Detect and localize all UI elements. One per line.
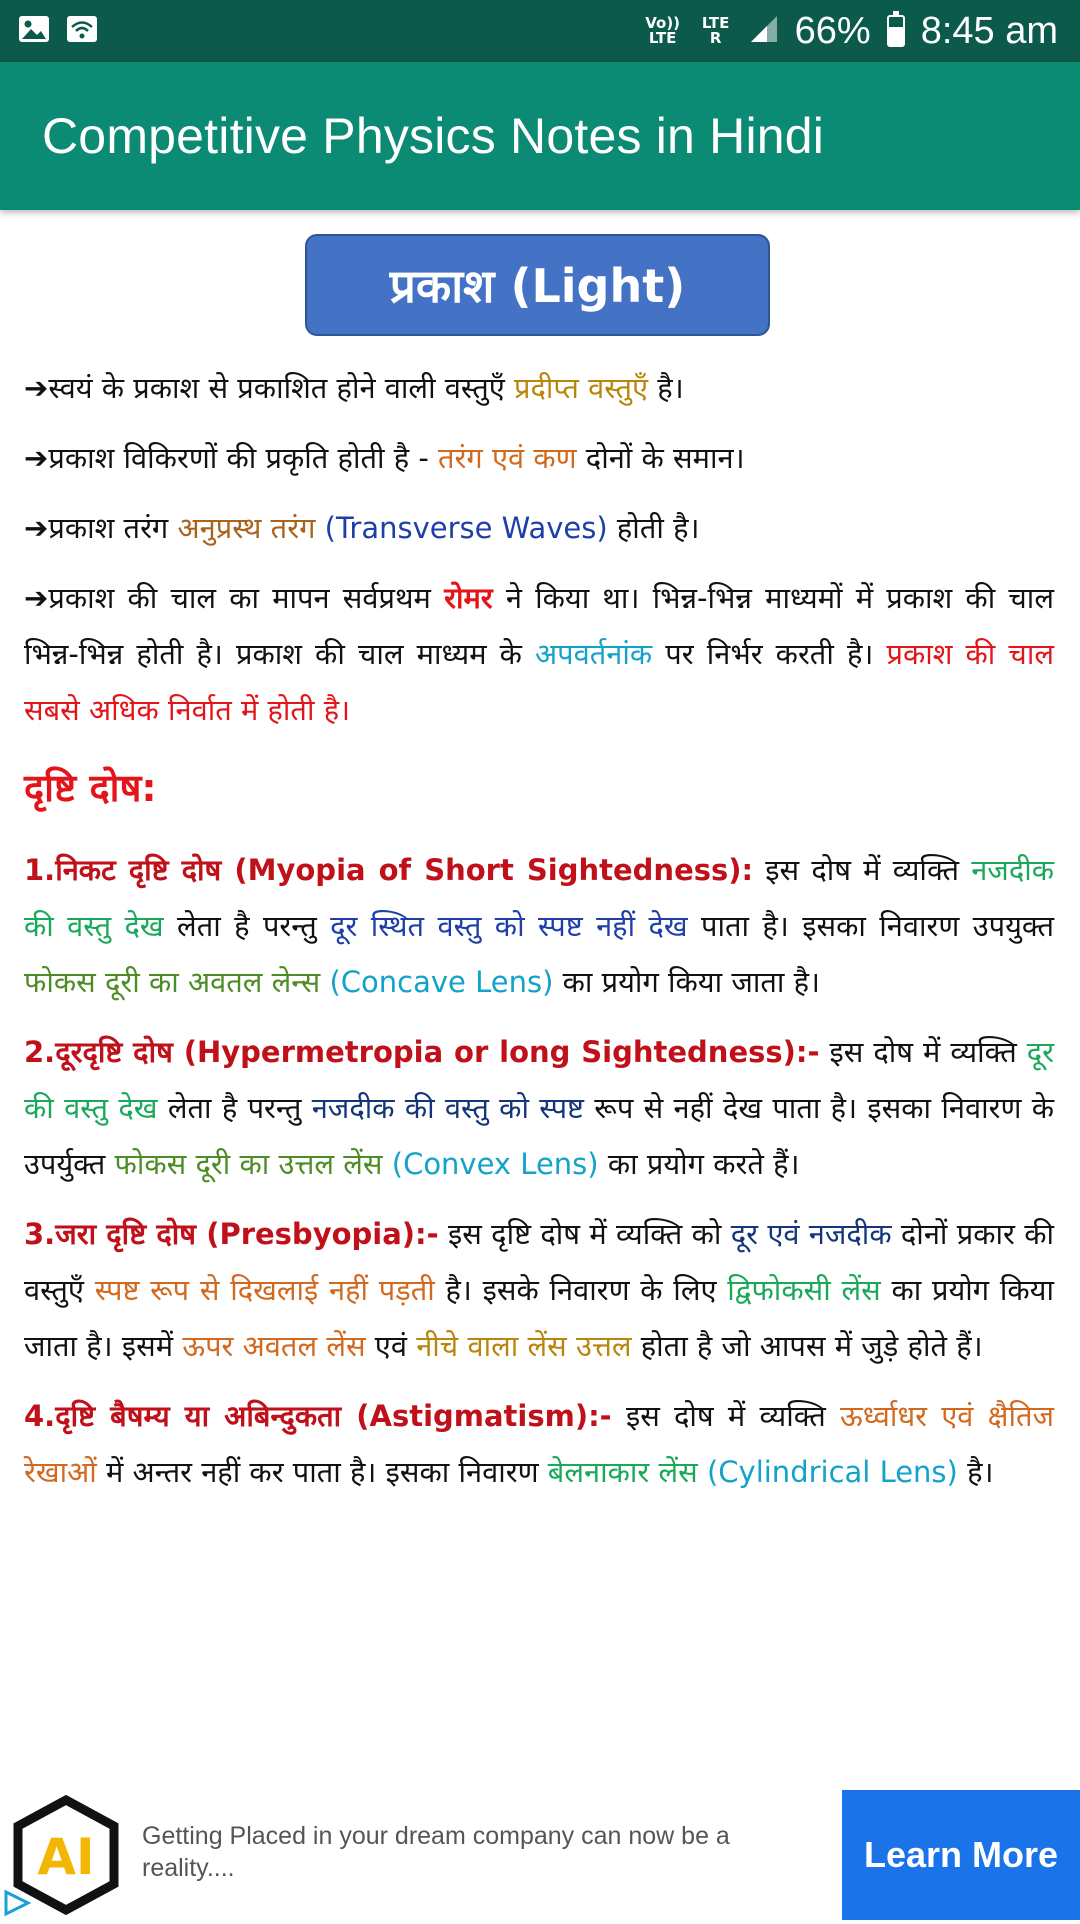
point-2 xyxy=(24,430,1054,486)
arrow-icon: ➔ xyxy=(24,511,49,545)
defect-title: 4.दृष्टि बैषम्य या अबिन्दुकता (Astigmatism):- xyxy=(24,1399,612,1433)
learn-more-button[interactable]: Learn More xyxy=(842,1790,1080,1920)
section-heading: दृष्टि दोष: xyxy=(24,766,157,810)
highlight-span: दूर एवं नजदीक xyxy=(730,1217,892,1251)
arrow-icon: ➔ xyxy=(24,371,49,405)
ad-banner[interactable] xyxy=(0,1790,1080,1920)
point-1 xyxy=(24,360,1054,416)
defect-1 xyxy=(24,842,1054,1010)
status-right xyxy=(643,10,1058,53)
text-span: एवं xyxy=(365,1329,417,1363)
text-span: इस दोष में व्यक्ति xyxy=(753,853,972,887)
text-span: में अन्तर नहीं कर पाता है। इसका निवारण xyxy=(96,1455,548,1489)
ad-text[interactable]: Getting Placed in your dream company can now be a reality.... xyxy=(142,1822,730,1882)
highlight-span: द्विफोकसी लेंस xyxy=(727,1273,881,1307)
ad-choices-icon[interactable] xyxy=(0,1886,34,1920)
volte-label: Vo)) LTE xyxy=(645,14,681,47)
defect-3 xyxy=(24,1206,1054,1374)
highlight-span: दूर की वस्तु देख xyxy=(24,1035,1054,1125)
highlight-span: नजदीक की वस्तु को स्पष्ट xyxy=(311,1091,584,1125)
text-span: होता है जो आपस में जुड़े होते हैं। xyxy=(631,1329,983,1363)
highlight-span: बेलनाकार लेंस xyxy=(547,1455,698,1489)
highlight-span: प्रकाश की चाल सबसे अधिक निर्वात में होती है। xyxy=(24,637,1055,727)
status-bar xyxy=(0,0,1080,62)
text-span: है। इसके निवारण के लिए xyxy=(434,1273,728,1307)
point-3 xyxy=(24,500,1054,556)
point-4 xyxy=(24,570,1054,738)
highlight-span: प्रदीप्त वस्तुएँ xyxy=(514,371,649,405)
logo-text: AI xyxy=(37,1828,95,1886)
text-span: रूप से नहीं देख पाता है। इसका निवारण के उपर्युक्त xyxy=(24,1091,1055,1181)
highlight-span: (Transverse Waves) xyxy=(315,511,608,545)
text-span: है। xyxy=(957,1455,994,1489)
lte-label: LTE R xyxy=(701,14,730,47)
highlight-span: ऊपर अवतल लेंस xyxy=(182,1329,366,1363)
text-span: लेता है परन्तु xyxy=(157,1091,312,1125)
highlight-span: दूर स्थित वस्तु को स्पष्ट नहीं देख xyxy=(330,909,688,943)
highlight-span: अपवर्तनांक xyxy=(535,637,653,671)
battery-icon xyxy=(887,15,905,47)
clock: 8:45 am xyxy=(920,9,1058,52)
highlight-span: स्पष्ट रूप से दिखलाई नहीं पड़ती xyxy=(94,1273,435,1307)
defect-2 xyxy=(24,1024,1054,1192)
highlight-span: (Convex Lens) xyxy=(382,1147,599,1181)
arrow-icon: ➔ xyxy=(24,441,49,475)
highlight-span: (Cylindrical Lens) xyxy=(697,1455,958,1489)
highlight-span: (Concave Lens) xyxy=(320,965,554,999)
text-span: होती है। xyxy=(607,511,700,545)
highlight-span: रोमर xyxy=(444,581,493,615)
text-span: दोनों के समान। xyxy=(576,441,745,475)
status-left xyxy=(18,15,98,47)
text-span: ने किया था। भिन्न-भिन्न माध्यमों में प्रकाश की चाल भिन्न-भिन्न होती है। प्रकाश की चाल माध्यम के xyxy=(24,581,1054,671)
app-title: Competitive Physics Notes in Hindi xyxy=(42,108,825,164)
text-span: प्रकाश तरंग xyxy=(48,511,178,545)
app-bar xyxy=(0,62,1080,210)
text-span: दोनों प्रकार की वस्तुएँ xyxy=(24,1217,1054,1307)
text-span: पाता है। इसका निवारण उपयुक्त xyxy=(687,909,1054,943)
text-span: पर निर्भर करती है। xyxy=(652,637,887,671)
highlight-span: ऊर्ध्वाधर एवं क्षैतिज रेखाओं xyxy=(24,1399,1055,1489)
highlight-span: फोकस दूरी का उत्तल लेंस xyxy=(114,1147,383,1181)
text-span: लेता है परन्तु xyxy=(163,909,331,943)
text-span: प्रकाश विकिरणों की प्रकृति होती है - xyxy=(48,441,439,475)
highlight-span: नीचे वाला लेंस उत्तल xyxy=(416,1329,632,1363)
battery-percent: 66% xyxy=(794,9,871,52)
image-icon xyxy=(18,15,50,47)
defect-4 xyxy=(24,1388,1054,1500)
notes-content[interactable] xyxy=(0,210,1080,1790)
defect-title: 3.जरा दृष्टि दोष (Presbyopia):- xyxy=(24,1217,439,1251)
notes-text xyxy=(24,360,1054,1514)
text-span: का प्रयोग किया जाता है। इसमें xyxy=(24,1273,1054,1363)
text-span: इस दोष में व्यक्ति xyxy=(819,1035,1027,1069)
highlight-span: फोकस दूरी का अवतल लेन्स xyxy=(24,965,321,999)
wifi-icon xyxy=(66,15,98,47)
defect-title: 1.निकट दृष्टि दोष (Myopia of Short Sightedness): xyxy=(24,853,754,887)
text-span: इस दोष में व्यक्ति xyxy=(611,1399,841,1433)
topic-title-box: प्रकाश (Light) xyxy=(305,234,770,336)
highlight-span: नजदीक की वस्तु देख xyxy=(24,853,1054,943)
arrow-icon: ➔ xyxy=(24,581,49,615)
text-span: इस दृष्टि दोष में व्यक्ति को xyxy=(438,1217,731,1251)
defect-title: 2.दूरदृष्टि दोष (Hypermetropia or long Sightedness):- xyxy=(24,1035,820,1069)
text-span: का प्रयोग करते हैं। xyxy=(598,1147,800,1181)
highlight-span: अनुप्रस्थ तरंग xyxy=(177,511,316,545)
highlight-span: तरंग एवं कण xyxy=(438,441,577,475)
text-span: का प्रयोग किया जाता है। xyxy=(553,965,820,999)
text-span: स्वयं के प्रकाश से प्रकाशित होने वाली वस्तुएँ xyxy=(48,371,514,405)
battery-level xyxy=(889,27,903,45)
text-span: है। xyxy=(648,371,684,405)
signal-icon xyxy=(749,14,779,48)
text-span: प्रकाश की चाल का मापन सर्वप्रथम xyxy=(48,581,445,615)
